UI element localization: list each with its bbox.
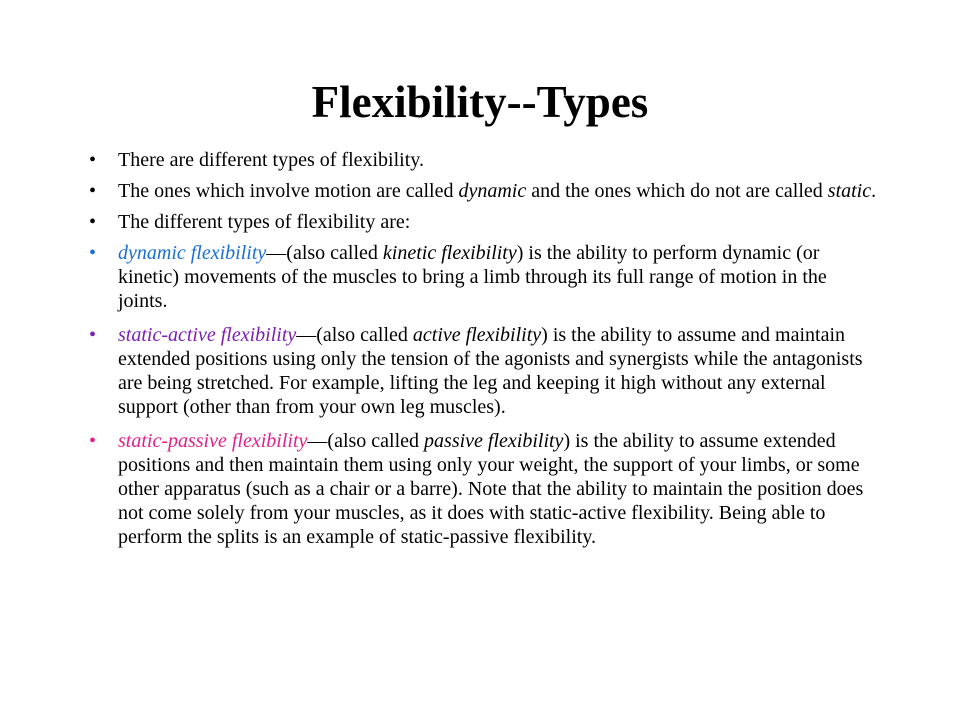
bullet-text: . bbox=[871, 180, 877, 202]
bullet-text: The different types of flexibility are: bbox=[118, 211, 411, 233]
bullet-text: and the ones which do not are called bbox=[526, 180, 828, 202]
term-static: static bbox=[827, 180, 872, 202]
definition-term: static-active flexibility bbox=[118, 324, 297, 346]
bullet-item bbox=[89, 210, 879, 234]
definition-term: dynamic flexibility bbox=[118, 242, 267, 264]
definition-term: static-passive flexibility bbox=[118, 430, 308, 452]
bullet-marker: • bbox=[89, 242, 97, 264]
definition-alt-term: passive flexibility bbox=[424, 430, 564, 452]
bullet-text: The ones which involve motion are called bbox=[118, 180, 459, 202]
term-dynamic: dynamic bbox=[458, 180, 527, 202]
definition-static-passive-flexibility bbox=[89, 429, 879, 549]
bullet-list bbox=[89, 148, 879, 559]
bullet-marker: • bbox=[89, 149, 97, 171]
bullet-item bbox=[89, 148, 879, 172]
definition-static-active-flexibility bbox=[89, 323, 879, 419]
bullet-marker: • bbox=[89, 324, 97, 346]
definition-text: —(also called bbox=[296, 324, 413, 346]
definition-dynamic-flexibility bbox=[89, 241, 879, 313]
definition-alt-term: kinetic flexibility bbox=[382, 242, 517, 264]
bullet-marker: • bbox=[89, 211, 97, 233]
definition-text: ) is the ability to assume extended positions and then maintain them using only your weight, the support of your limbs, or some other apparatus (such as a chair or a barre). Note that the ability to maintain the position does not come solely from your muscles, as it does with static-active flexibility. Being able to perform the splits is an example of static-passive flexibility. bbox=[118, 430, 864, 548]
definition-text: ) is the ability to assume and maintain extended positions using only the tension of the agonists and synergists while the antagonists are being stretched. For example, lifting the leg and keeping it high without any external support (other than from your own leg muscles). bbox=[118, 324, 863, 418]
bullet-text: There are different types of flexibility. bbox=[118, 149, 424, 171]
bullet-marker: • bbox=[89, 180, 97, 202]
definition-text: —(also called bbox=[307, 430, 425, 452]
definition-text: ) is the ability to perform dynamic (or kinetic) movements of the muscles to bring a limb through its full range of motion in the joints. bbox=[118, 242, 827, 312]
bullet-marker: • bbox=[89, 430, 97, 452]
bullet-item bbox=[89, 179, 879, 203]
definition-alt-term: active flexibility bbox=[412, 324, 542, 346]
slide-title: Flexibility--Types bbox=[311, 77, 649, 127]
definition-text: —(also called bbox=[266, 242, 383, 264]
